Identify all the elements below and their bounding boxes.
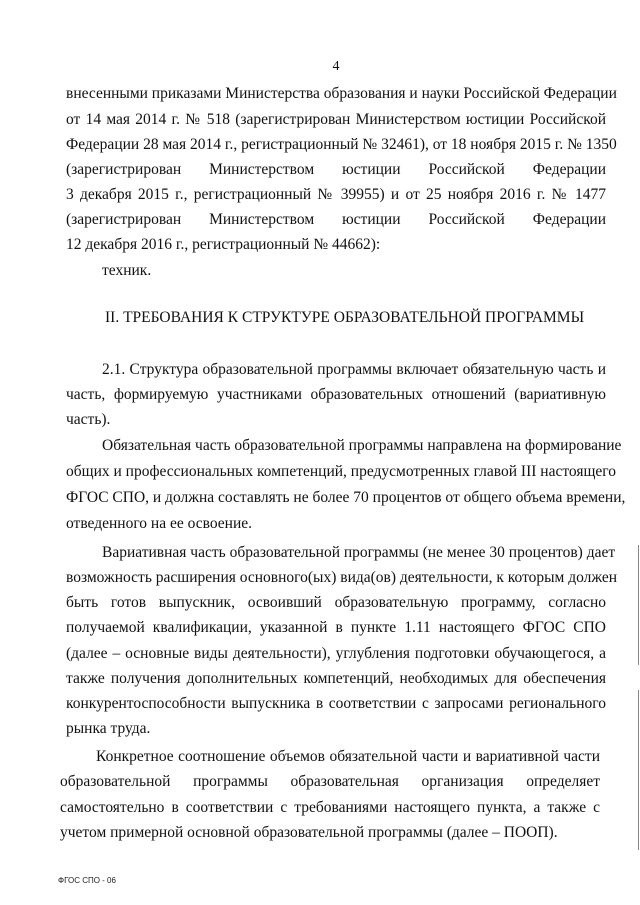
text-line: от 14 мая 2014 г. № 518 (зарегистрирован Министерством юстиции Российской bbox=[66, 111, 606, 128]
text-line: образовательной программы образовательная организация определяет bbox=[60, 773, 600, 790]
text-line: получаемой квалификации, указанной в пункте 1.11 настоящего ФГОС СПО bbox=[66, 619, 606, 636]
text-line: (зарегистрирован Министерством юстиции Российской Федерации bbox=[66, 161, 606, 178]
page-number: 4 bbox=[332, 59, 340, 74]
text-line: быть готов выпускник, освоивший образовательную программу, согласно bbox=[66, 594, 606, 611]
text-line: 2.1. Структура образовательной программы включает обязательную часть и bbox=[102, 361, 606, 378]
text-line: отведенного на ее освоение. bbox=[66, 515, 252, 532]
text-line: ФГОС СПО, и должна составлять не более 70 процентов от общего объема времени, bbox=[66, 489, 626, 506]
text-line: также получения дополнительных компетенций, необходимых для обеспечения bbox=[66, 670, 606, 687]
text-line: (далее – основные виды деятельности), углубления подготовки обучающегося, а bbox=[66, 645, 606, 662]
scan-edge-mark bbox=[638, 545, 639, 665]
text-line: техник. bbox=[102, 262, 152, 279]
section-heading: II. ТРЕБОВАНИЯ К СТРУКТУРЕ ОБРАЗОВАТЕЛЬНОЙ ПРОГРАММЫ bbox=[105, 309, 585, 326]
text-line: общих и профессиональных компетенций, предусмотренных главой III настоящего bbox=[66, 463, 617, 480]
scan-edge-mark bbox=[638, 690, 639, 850]
text-line: Вариативная часть образовательной программы (не менее 30 процентов) дает bbox=[102, 544, 616, 561]
text-line: часть). bbox=[66, 411, 111, 428]
text-line: внесенными приказами Министерства образования и науки Российской Федерации bbox=[66, 85, 617, 102]
text-line: возможность расширения основного(ых) вида(ов) деятельности, к которым должен bbox=[66, 569, 618, 586]
text-line: часть, формируемую участниками образовательных отношений (вариативную bbox=[66, 386, 606, 403]
text-line: самостоятельно в соответствии с требованиями настоящего пункта, а также с bbox=[60, 799, 600, 816]
text-line: Конкретное соотношение объемов обязательной части и вариативной части bbox=[96, 748, 600, 765]
text-line: рынка труда. bbox=[66, 720, 151, 737]
text-line: (зарегистрирован Министерством юстиции Российской Федерации bbox=[66, 211, 606, 228]
text-line: учетом примерной основной образовательной программы (далее – ПООП). bbox=[60, 824, 558, 841]
text-line: 3 декабря 2015 г., регистрационный № 39955) и от 25 ноября 2016 г. № 1477 bbox=[66, 186, 606, 203]
text-line: Обязательная часть образовательной программы направлена на формирование bbox=[102, 437, 622, 454]
text-line: Федерации 28 мая 2014 г., регистрационный № 32461), от 18 ноября 2015 г. № 1350 bbox=[66, 136, 617, 153]
text-line: 12 декабря 2016 г., регистрационный № 44662): bbox=[66, 236, 381, 253]
footer-code: ФГОС СПО - 06 bbox=[58, 876, 116, 885]
text-line: конкурентоспособности выпускника в соответствии с запросами регионального bbox=[66, 695, 606, 712]
